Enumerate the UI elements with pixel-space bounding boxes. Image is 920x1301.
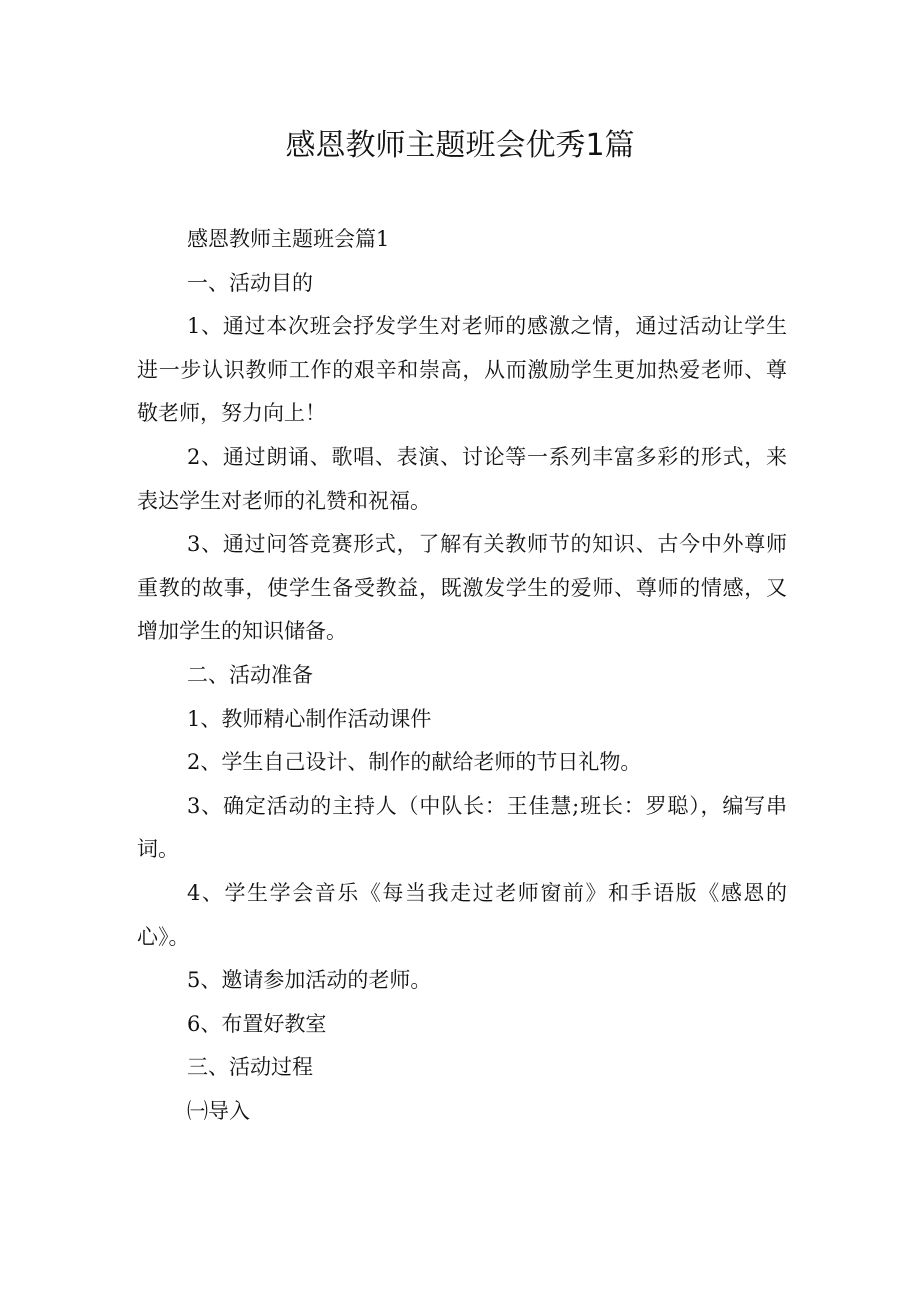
list-item: 1、教师精心制作活动课件 — [187, 706, 432, 731]
paragraph: 3、通过问答竞赛形式，了解有关教师节的知识、古今中外尊师重教的故事，使学生备受教益，既激发学生的爱师、尊师的情感，又增加学生的知识储备。 — [137, 532, 787, 644]
paragraph: 2、通过朗诵、歌唱、表演、讨论等一系列丰富多彩的形式，来表达学生对老师的礼赞和祝福。 — [137, 444, 787, 513]
list-item: 6、布置好教室 — [187, 1011, 327, 1036]
subsection-heading: ㈠导入 — [187, 1098, 250, 1123]
list-item: 5、邀请参加活动的老师。 — [187, 968, 432, 993]
list-item: 3、确定活动的主持人（中队长：王佳慧;班长：罗聪），编写串词。 — [137, 793, 787, 862]
section-heading: 感恩教师主题班会篇1 — [187, 227, 390, 251]
list-item: 4、学生学会音乐《每当我走过老师窗前》和手语版《感恩的心》。 — [137, 880, 787, 949]
section-heading: 一、活动目的 — [187, 270, 313, 295]
paragraph: 1、通过本次班会抒发学生对老师的感激之情，通过活动让学生进一步认识教师工作的艰辛和崇高，从而激励学生更加热爱老师、尊敬老师，努力向上！ — [137, 314, 787, 426]
list-item: 2、学生自己设计、制作的献给老师的节日礼物。 — [187, 750, 642, 775]
document-title: 感恩教师主题班会优秀1篇 — [285, 128, 635, 163]
section-heading: 二、活动准备 — [187, 662, 313, 687]
section-heading: 三、活动过程 — [187, 1055, 313, 1080]
document-body — [137, 218, 787, 1133]
